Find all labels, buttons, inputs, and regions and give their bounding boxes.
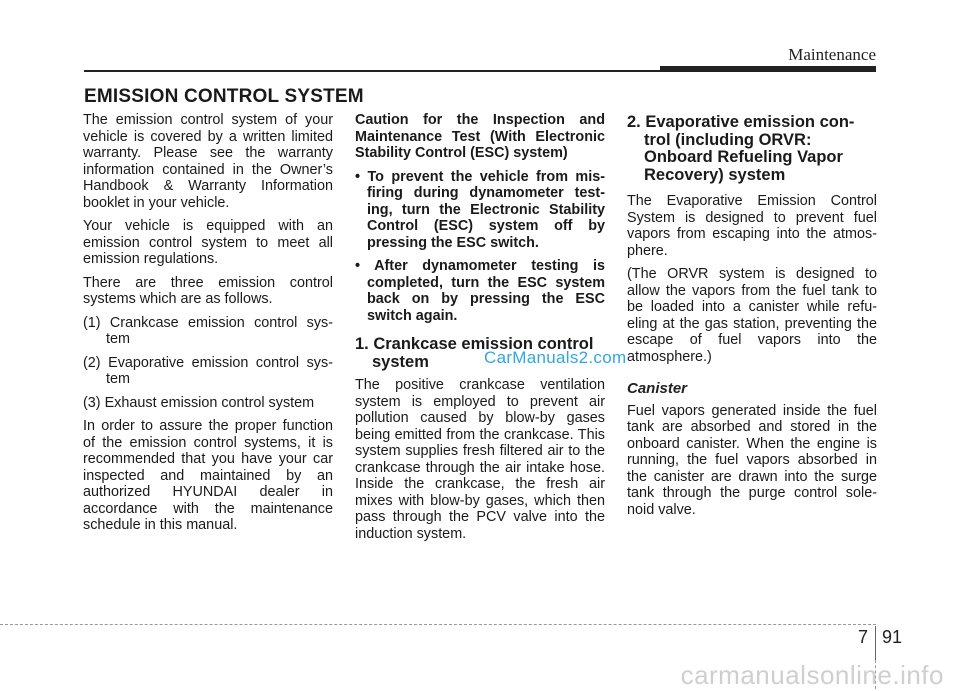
section-heading: 2. Evaporative emission con-trol (including ORVR: Onboard Refueling Vapor Recovery) system — [627, 113, 855, 184]
page-number-divider — [875, 626, 876, 660]
column-2 — [355, 112, 605, 549]
paragraph: The emission control system of your vehicle is covered by a written limited warranty. Please see the warranty information contained in the Owner’s Handbook & Warranty Information booklet in your vehicle. — [83, 112, 333, 211]
paragraph: Your vehicle is equipped with an emission control system to meet all emission regulations. — [83, 218, 333, 267]
watermark: carmanualsonline.info — [680, 660, 944, 690]
header-rule — [84, 70, 664, 72]
column-3 — [627, 112, 877, 525]
chapter-number: 7 — [858, 627, 869, 647]
list-item: (2) Evaporative emission control sys-tem — [83, 354, 333, 387]
paragraph: There are three emission control systems which are as follows. — [83, 274, 333, 307]
footer-rule — [0, 624, 876, 625]
paragraph: Fuel vapors generated inside the fuel tank are absorbed and stored in the onboard canister. When the engine is running, the fuel vapors absorbed in the canister are drawn into the surge tank through the purge control sole-noid valve. — [627, 402, 877, 518]
list-item: • To prevent the vehicle from mis-firing during dynamometer test-ing, turn the Electronic Stability Control (ESC) system off by pressing the ESC switch. — [355, 168, 605, 251]
paragraph: (The ORVR system is designed to allow the vapors from the fuel tank to be loaded into a canister while refu-eling at the gas station, preventing the escape of fuel vapors into the atmosphere.) — [627, 266, 877, 365]
header-rule-accent — [660, 66, 876, 72]
page-title: EMISSION CONTROL SYSTEM — [84, 86, 364, 107]
list-item: (3) Exhaust emission control system — [83, 394, 315, 411]
list-item: (1) Crankcase emission control sys-tem — [83, 314, 333, 347]
caption: Canister — [627, 380, 688, 397]
paragraph: The positive crankcase ventilation system is employed to prevent air pollution caused by blow-by gases being emitted from the crankcase. This system supplies fresh filtered air to the crankcase through the air intake hose. Inside the crankcase, the fresh air mixes with blow-by gases, which then pass through the PCV valve into the induction system. — [355, 377, 605, 542]
column-1 — [83, 112, 333, 541]
caution-title: Caution for the Inspection and Maintenance Test (With Electronic Stability Control (ESC) system) — [355, 112, 605, 161]
section-heading: 1. Crankcase emission control system — [355, 335, 594, 371]
section-label: Maintenance — [788, 45, 876, 64]
list-item: • After dynamometer testing is completed, turn the ESC system back on by pressing the ESC switch again. — [355, 258, 605, 324]
paragraph: In order to assure the proper function of the emission control systems, it is recommended that you have your car inspected and maintained by an authorized HYUNDAI dealer in accordance with the maintenance schedule in this manual. — [83, 418, 333, 533]
paragraph: The Evaporative Emission Control System is designed to prevent fuel vapors from escaping into the atmos-phere. — [627, 193, 877, 259]
page-number: 91 — [882, 627, 903, 647]
watermark: CarManuals2.com — [484, 348, 627, 367]
